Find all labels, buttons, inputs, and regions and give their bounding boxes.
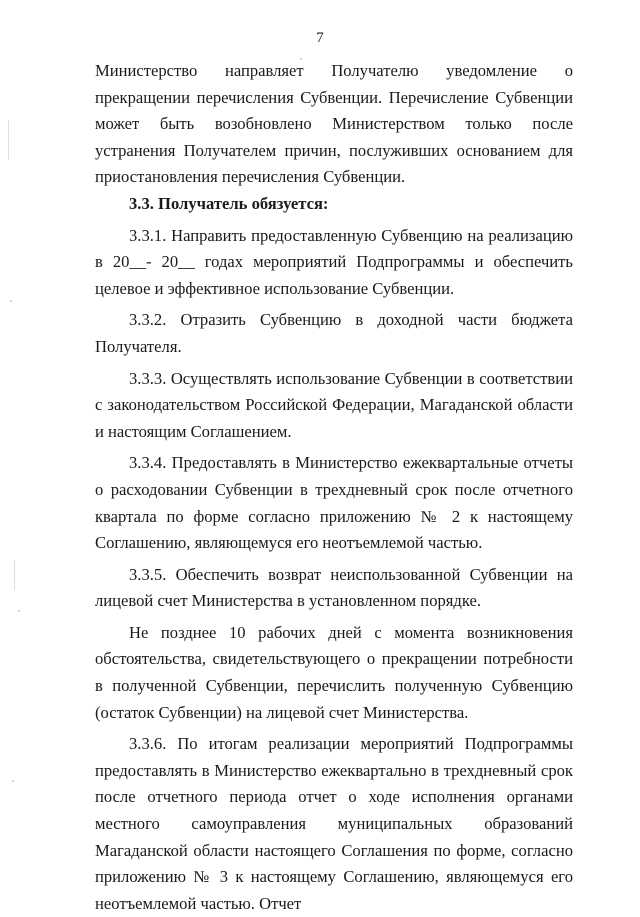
paragraph-3-3-3: 3.3.3. Осуществлять использование Субвенции в соответствии с законодательством Российской Федерации, Магаданской области и настоящим Соглашением.: [95, 368, 573, 441]
paragraph-notification: Министерство направляет Получателю уведомление о прекращении перечисления Субвенции. Перечисление Субвенции может быть возобновлено Министерством только после устранения Получателем причин, послуживших основанием для приостановления перечисления Субвенции.: [95, 61, 573, 187]
paragraph-3-3-4: 3.3.4. Предоставлять в Министерство ежеквартальные отчеты о расходовании Субвенции в трехдневный срок после отчетного квартала по форме согласно приложению № 2 к настоящему Соглашению, являющемуся его неотъемлемой частью.: [95, 453, 573, 553]
scan-artifact: [8, 120, 9, 160]
scan-artifact: [18, 610, 20, 612]
page-number: 7: [316, 30, 324, 46]
section-heading-3-3: 3.3. Получатель обязуется:: [129, 193, 329, 213]
document-body: [95, 58, 573, 917]
paragraph-3-3-5: 3.3.5. Обеспечить возврат неиспользованной Субвенции на лицевой счет Министерства в установленном порядке.: [95, 564, 573, 611]
scan-artifact: [12, 780, 14, 782]
paragraph-3-3-2: 3.3.2. Отразить Субвенцию в доходной части бюджета Получателя.: [95, 310, 573, 356]
scan-artifact: [300, 58, 302, 60]
scan-artifact: [10, 300, 12, 302]
paragraph-3-3-1: 3.3.1. Направить предоставленную Субвенцию на реализацию в 20__- 20__ годах мероприятий Подпрограммы и обеспечить целевое и эффективное использование Субвенции.: [95, 225, 573, 298]
paragraph-return-deadline: Не позднее 10 рабочих дней с момента возникновения обстоятельства, свидетельствующего о прекращении потребности в полученной Субвенции, перечислить полученную Субвенцию (остаток Субвенции) на лицевой счет Министерства.: [95, 622, 573, 722]
scan-artifact: [14, 560, 15, 590]
paragraph-3-3-6: 3.3.6. По итогам реализации мероприятий Подпрограммы предоставлять в Министерство ежеквартально в трехдневный срок после отчетного периода отчет о ходе исполнения органами местного самоуправления муниципальных образований Магаданской области настоящего Соглашения по форме, согласно приложению № 3 к настоящему Соглашению, являющемуся его неотъемлемой частью. Отчет: [95, 734, 573, 913]
